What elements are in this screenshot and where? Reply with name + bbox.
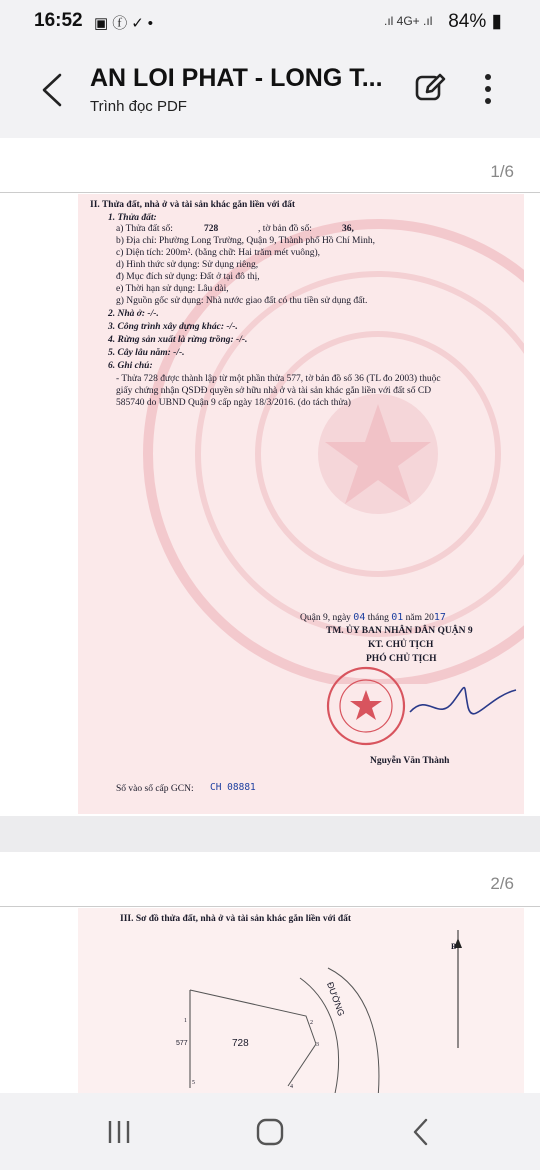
- address-line: b) Địa chỉ: Phường Long Trường, Quận 9, Thành phố Hồ Chí Minh,: [116, 236, 375, 246]
- app-bar: [0, 40, 540, 138]
- map-value: 36,: [342, 224, 354, 234]
- system-nav-bar: [0, 1093, 540, 1170]
- recent-apps-icon[interactable]: [102, 1117, 136, 1147]
- status-bar: [0, 0, 540, 40]
- date-year: 17: [433, 612, 446, 623]
- year-label: năm 20: [405, 613, 434, 623]
- app-subtitle: Trình đọc PDF: [90, 98, 187, 115]
- certificate-page-1: [78, 194, 524, 814]
- signer-name: Nguyễn Văn Thành: [370, 756, 450, 766]
- date-prefix: Quận 9, ngày: [300, 613, 351, 623]
- back-nav-icon[interactable]: [404, 1117, 438, 1147]
- signature-icon: [408, 672, 518, 732]
- house-line: 2. Nhà ở: -/-.: [108, 309, 159, 319]
- home-icon[interactable]: [253, 1117, 287, 1147]
- signal-icon: .ıl 4G+ .ıl: [384, 14, 433, 28]
- gcn-label: Số vào sổ cấp GCN:: [116, 784, 194, 794]
- more-options-icon[interactable]: [478, 72, 498, 106]
- image-icon: ▣: [94, 15, 113, 32]
- origin-line: g) Nguồn gốc sử dụng: Nhà nước giao đất có thu tiền sử dụng đất.: [116, 296, 368, 306]
- gcn-value: CH 08881: [210, 782, 256, 793]
- edit-icon[interactable]: [414, 72, 446, 104]
- vertex-4: 4: [290, 1084, 293, 1090]
- facebook-icon: ⓕ: [112, 15, 132, 32]
- certificate-page-2: [78, 908, 524, 1093]
- network-type: 4G+: [396, 14, 420, 28]
- date-month: 01: [391, 612, 404, 623]
- battery-percent: 84%: [448, 11, 487, 32]
- check-icon: ✓: [131, 15, 148, 32]
- note-line-1: - Thửa 728 được thành lập từ một phần thửa 577, tờ bản đồ số 36 (TL đo 2003) thuộc: [116, 374, 441, 384]
- north-label: B: [451, 942, 457, 951]
- vertex-5: 5: [192, 1080, 195, 1086]
- date-day: 04: [353, 612, 366, 623]
- duration-line: e) Thời hạn sử dụng: Lâu dài,: [116, 284, 229, 294]
- back-arrow-icon[interactable]: [38, 72, 68, 108]
- battery-icon: ▮: [491, 11, 502, 32]
- parcel-diagram: [78, 908, 524, 1093]
- notification-icons: [94, 12, 157, 33]
- section-3-title: III. Sơ đồ thửa đất, nhà ở và tài sản khác gắn liền với đất: [120, 914, 352, 924]
- note-line-2: giấy chứng nhận QSDĐ quyền sở hữu nhà ở và tài sản khác gắn liền với đất số CD: [116, 386, 432, 396]
- signer-role-2: PHÓ CHỦ TỊCH: [366, 654, 437, 664]
- document-title: AN LOI PHAT - LONG T...: [90, 64, 383, 92]
- area-line: c) Diện tích: 200m². (bằng chữ: Hai trăm mét vuông),: [116, 248, 321, 258]
- land-heading: 1. Thửa đất:: [108, 213, 157, 223]
- signer-org: TM. ỦY BAN NHÂN DÂN QUẬN 9: [326, 626, 473, 636]
- parcel-label: a) Thửa đất số:: [116, 224, 173, 234]
- house-text: Nhà ở: -/-.: [117, 309, 159, 319]
- map-label: , tờ bản đồ số:: [258, 224, 312, 234]
- perennial-line: 5. Cây lâu năm: -/-.: [108, 348, 185, 358]
- dot-icon: •: [147, 15, 158, 32]
- ownership-line: d) Hình thức sử dụng: Sử dụng riêng,: [116, 260, 259, 270]
- page-indicator-2: 2/6: [490, 874, 514, 893]
- issue-date: [300, 612, 446, 623]
- vertex-2: 2: [310, 1020, 313, 1026]
- forest-text: Rừng sản xuất là rừng trồng: -/-.: [117, 335, 248, 345]
- adjacent-parcel: 577: [176, 1040, 188, 1047]
- official-seal-icon: [318, 664, 414, 748]
- pdf-page-2: [0, 852, 540, 1093]
- parcel-number: 728: [232, 1038, 249, 1049]
- purpose-line: đ) Mục đích sử dụng: Đất ở tại đô thị,: [116, 272, 260, 282]
- perennial-text: Cây lâu năm: -/-.: [117, 348, 185, 358]
- forest-line: 4. Rừng sản xuất là rừng trồng: -/-.: [108, 335, 248, 345]
- pdf-viewer[interactable]: [0, 138, 540, 1093]
- month-label: tháng: [367, 613, 389, 623]
- parcel-value: 728: [204, 224, 219, 234]
- construction-line: 3. Công trình xây dựng khác: -/-.: [108, 322, 238, 332]
- pdf-page-1: [0, 138, 540, 816]
- signer-role-1: KT. CHỦ TỊCH: [368, 640, 434, 650]
- vertex-3: 3: [316, 1042, 319, 1048]
- page-indicator-1: 1/6: [490, 162, 514, 181]
- construction-text: Công trình xây dựng khác: -/-.: [117, 322, 238, 332]
- section-title: II. Thửa đất, nhà ở và tài sản khác gắn liền với đất: [90, 200, 296, 210]
- notes-heading: 6. Ghi chú:: [108, 361, 153, 371]
- status-time: 16:52: [34, 10, 83, 31]
- battery-indicator: [448, 10, 502, 33]
- note-line-3: 585740 do UBND Quận 9 cấp ngày 18/3/2016. (do tách thửa): [116, 398, 351, 408]
- vertex-1: 1: [184, 1018, 187, 1024]
- road-label: ĐƯỜNG: [324, 980, 347, 1018]
